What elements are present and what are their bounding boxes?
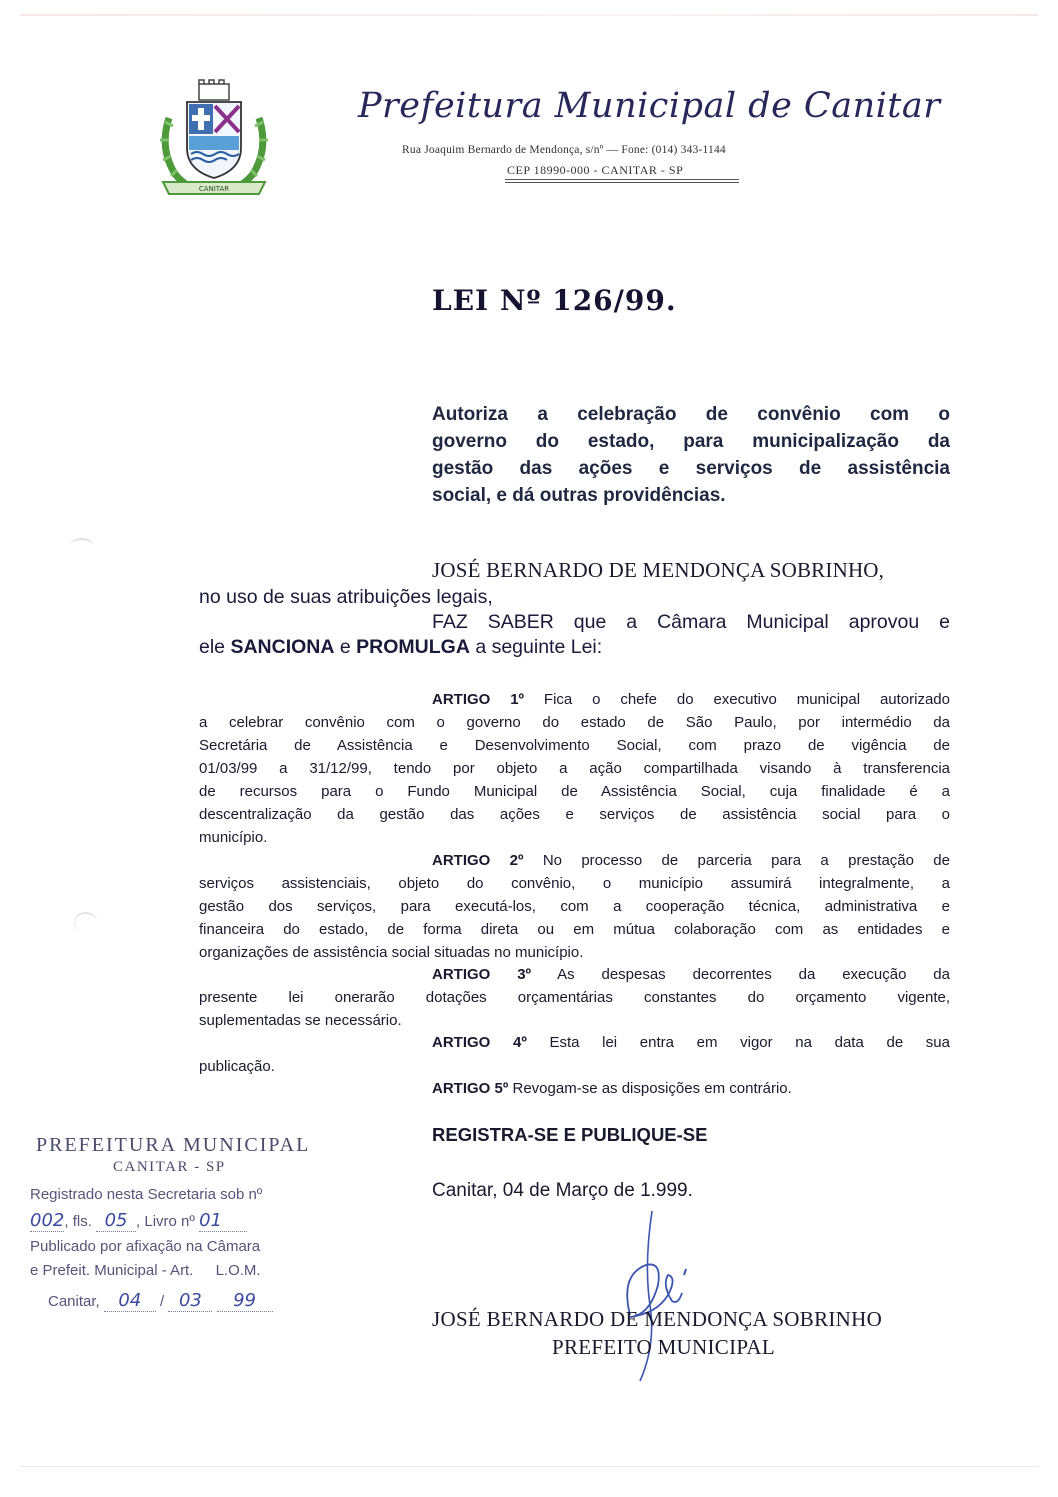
article-text: No processo de parceria para a prestação de	[542, 852, 950, 869]
article-2	[199, 849, 950, 964]
ementa-line: governo do estado, para municipalização da	[432, 431, 950, 452]
stamp-city: CANITAR - SP	[113, 1159, 226, 1175]
ementa-line: social, e dá outras providências.	[432, 485, 726, 506]
letterhead-title: Prefeitura Municipal de Canitar	[358, 86, 941, 126]
svg-text:CANITAR: CANITAR	[198, 185, 230, 193]
cep-underline	[505, 182, 739, 183]
scan-mark	[70, 538, 94, 554]
stamp-reg-label: Registrado nesta Secretaria sob nº	[30, 1186, 263, 1203]
article-line: 01/03/99 a 31/12/99, tendo por objeto a ação compartilhada visando à transferencia	[199, 760, 950, 777]
ementa-line: gestão das ações e serviços de assistência	[432, 458, 950, 479]
article-label: ARTIGO 2º	[432, 852, 524, 869]
signer-role: PREFEITO MUNICIPAL	[552, 1335, 776, 1359]
article-line: publicação.	[199, 1058, 275, 1075]
article-text: Fica o chefe do executivo municipal autorizado	[543, 691, 950, 708]
cep-underline	[505, 179, 739, 180]
intro-text: a seguinte Lei:	[469, 636, 603, 658]
stamp-day: 04	[104, 1290, 156, 1312]
article-text: Esta lei entra em vigor na data de sua	[549, 1034, 950, 1051]
article-4	[199, 1031, 950, 1054]
article-line: organizações de assistência social situadas no município.	[199, 944, 584, 961]
reg-number: 002	[30, 1210, 65, 1231]
article-line	[199, 1031, 950, 1054]
article-line: serviços assistenciais, objeto do convênio, o município assumirá integralmente, a	[199, 875, 950, 892]
article-line: gestão dos serviços, para executá-los, com a cooperação técnica, administrativa e	[199, 898, 950, 915]
mayor-name: JOSÉ BERNARDO DE MENDONÇA SOBRINHO,	[432, 558, 885, 582]
intro-line-1: no uso de suas atribuições legais,	[199, 586, 493, 608]
article-line	[199, 963, 950, 986]
stamp-city-label: Canitar,	[48, 1293, 100, 1310]
article-label: ARTIGO 5º	[432, 1080, 509, 1097]
article-3	[199, 963, 950, 1032]
intro-line-2	[432, 611, 950, 634]
scan-edge	[20, 14, 1038, 16]
article-line	[199, 849, 950, 872]
article-4-end	[199, 1055, 950, 1078]
law-ementa	[432, 401, 950, 509]
stamp-pub-2	[30, 1262, 261, 1279]
stamp-reg-line	[30, 1210, 247, 1232]
fls-number: 05	[96, 1210, 136, 1232]
promulga-text: PROMULGA	[356, 636, 470, 658]
livro-label: , Livro nº	[136, 1213, 195, 1230]
stamp-date-line: Canitar, 04 / 03 99	[48, 1290, 273, 1312]
article-line: suplementadas se necessário.	[199, 1012, 402, 1029]
article-5	[432, 1077, 952, 1100]
article-line: descentralização da gestão das ações e serviços de assistência social para o	[199, 806, 950, 823]
law-title: LEI Nº 126/99.	[432, 284, 677, 317]
intro-text: e	[334, 636, 357, 658]
article-line: presente lei onerarão dotações orçamentárias constantes do orçamento vigente,	[199, 989, 950, 1006]
article-text: As despesas decorrentes da execução da	[557, 966, 950, 983]
article-line	[199, 688, 950, 711]
stamp-lom: L.O.M.	[215, 1262, 261, 1279]
letterhead-cep: CEP 18990-000 - CANITAR - SP	[507, 163, 684, 177]
stamp-year: 99	[217, 1290, 273, 1312]
municipal-crest-icon	[155, 78, 273, 198]
article-line	[432, 1077, 952, 1100]
ementa-line: Autoriza a celebração de convênio com o	[432, 404, 950, 425]
intro-line-3	[199, 636, 950, 659]
registra-publique: REGISTRA-SE E PUBLIQUE-SE	[432, 1124, 708, 1145]
livro-number: 01	[199, 1210, 247, 1232]
stamp-pub-1: Publicado por afixação na Câmara	[30, 1238, 261, 1255]
sanciona-text: SANCIONA	[230, 636, 335, 658]
stamp-pub-2-text: e Prefeit. Municipal - Art.	[30, 1262, 194, 1279]
article-label: ARTIGO 3º	[432, 966, 532, 983]
date-line: Canitar, 04 de Março de 1.999.	[432, 1180, 693, 1201]
article-line: Secretária de Assistência e Desenvolvimento Social, com prazo de vigência de	[199, 737, 950, 754]
stamp-title: PREFEITURA MUNICIPAL	[36, 1134, 311, 1156]
intro-line-2-text: FAZ SABER que a Câmara Municipal aprovou e	[432, 611, 950, 633]
article-line: de recursos para o Fundo Municipal de Assistência Social, cuja finalidade é a	[199, 783, 950, 800]
article-1	[199, 688, 950, 849]
registration-stamp	[28, 1130, 358, 1330]
article-label: ARTIGO 4º	[432, 1034, 527, 1051]
article-line: município.	[199, 829, 268, 846]
article-text: Revogam-se as disposições em contrário.	[512, 1080, 792, 1097]
letterhead-address: Rua Joaquim Bernardo de Mendonça, s/nº — Fone: (014) 343-1144	[402, 144, 726, 156]
article-line: a celebrar convênio com o governo do estado de São Paulo, por intermédio da	[199, 714, 950, 731]
fls-label: , fls.	[64, 1213, 92, 1230]
scan-edge	[20, 1466, 1038, 1467]
article-label: ARTIGO 1º	[432, 691, 525, 708]
scan-mark	[74, 912, 97, 932]
stamp-month: 03	[168, 1290, 212, 1312]
article-line: financeira do estado, de forma direta ou em mútua colaboração com as entidades e	[199, 921, 950, 938]
signer-name: JOSÉ BERNARDO DE MENDONÇA SOBRINHO	[432, 1307, 883, 1331]
intro-text: ele	[199, 636, 231, 658]
